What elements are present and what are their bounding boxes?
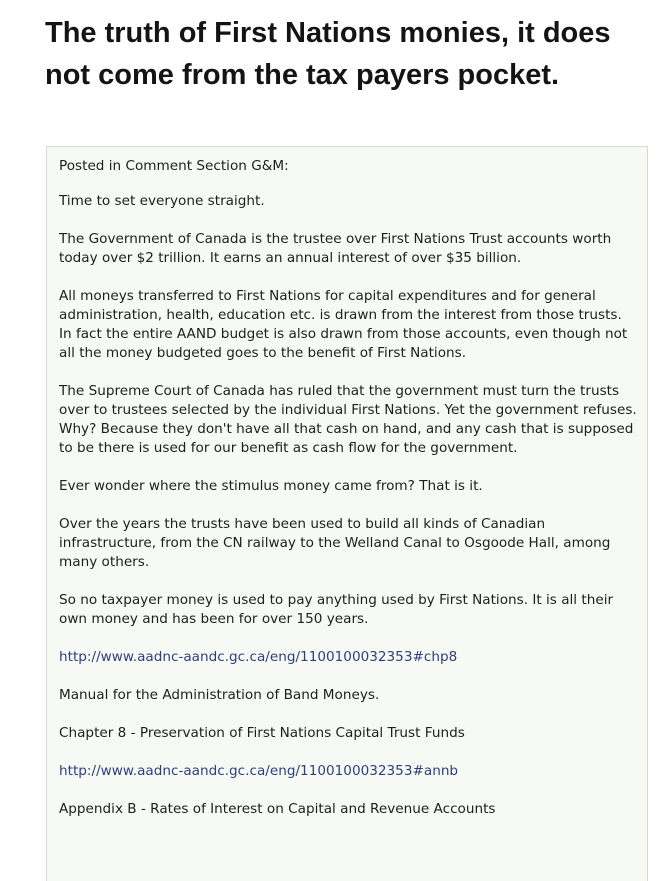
post-paragraph: The Supreme Court of Canada has ruled that the government must turn the trusts over to trustees selected by the individual First Nations. Yet the government refuses. Why? Because they don't have all that cash on hand, and any cash that is supposed to be there is used for our benefit as cash flow for the government. — [59, 383, 637, 456]
post-paragraph: All moneys transferred to First Nations for capital expenditures and for general administration, health, education etc. is drawn from the interest from those trusts. In fact the entire AAND budget is also drawn from those accounts, even though not all the money budgeted goes to the benefit of First Nations. — [59, 288, 628, 361]
comment-post-box — [46, 146, 648, 881]
post-paragraph: The Government of Canada is the trustee over First Nations Trust accounts worth today over $2 trillion. It earns an annual interest of over $35 billion. — [59, 231, 612, 266]
headline: The truth of First Nations monies, it does not come from the tax payers pocket. — [45, 17, 611, 91]
post-paragraph: Ever wonder where the stimulus money came from? That is it. — [59, 478, 483, 494]
post-paragraph: Time to set everyone straight. — [59, 193, 265, 209]
reference-title: Manual for the Administration of Band Moneys. — [59, 687, 380, 703]
reference-link-annb[interactable]: http://www.aadnc-aandc.gc.ca/eng/1100100032353#annb — [59, 763, 459, 779]
reference-appendix: Appendix B - Rates of Interest on Capital and Revenue Accounts — [59, 801, 496, 817]
reference-chapter: Chapter 8 - Preservation of First Nations Capital Trust Funds — [59, 725, 465, 741]
post-paragraph: Over the years the trusts have been used to build all kinds of Canadian infrastructure, from the CN railway to the Welland Canal to Osgoode Hall, among many others. — [59, 516, 611, 570]
post-source-line: Posted in Comment Section G&M: — [59, 158, 289, 174]
post-paragraph: So no taxpayer money is used to pay anything used by First Nations. It is all their own money and has been for over 150 years. — [59, 592, 614, 627]
reference-link-chp8[interactable]: http://www.aadnc-aandc.gc.ca/eng/1100100032353#chp8 — [59, 649, 458, 665]
